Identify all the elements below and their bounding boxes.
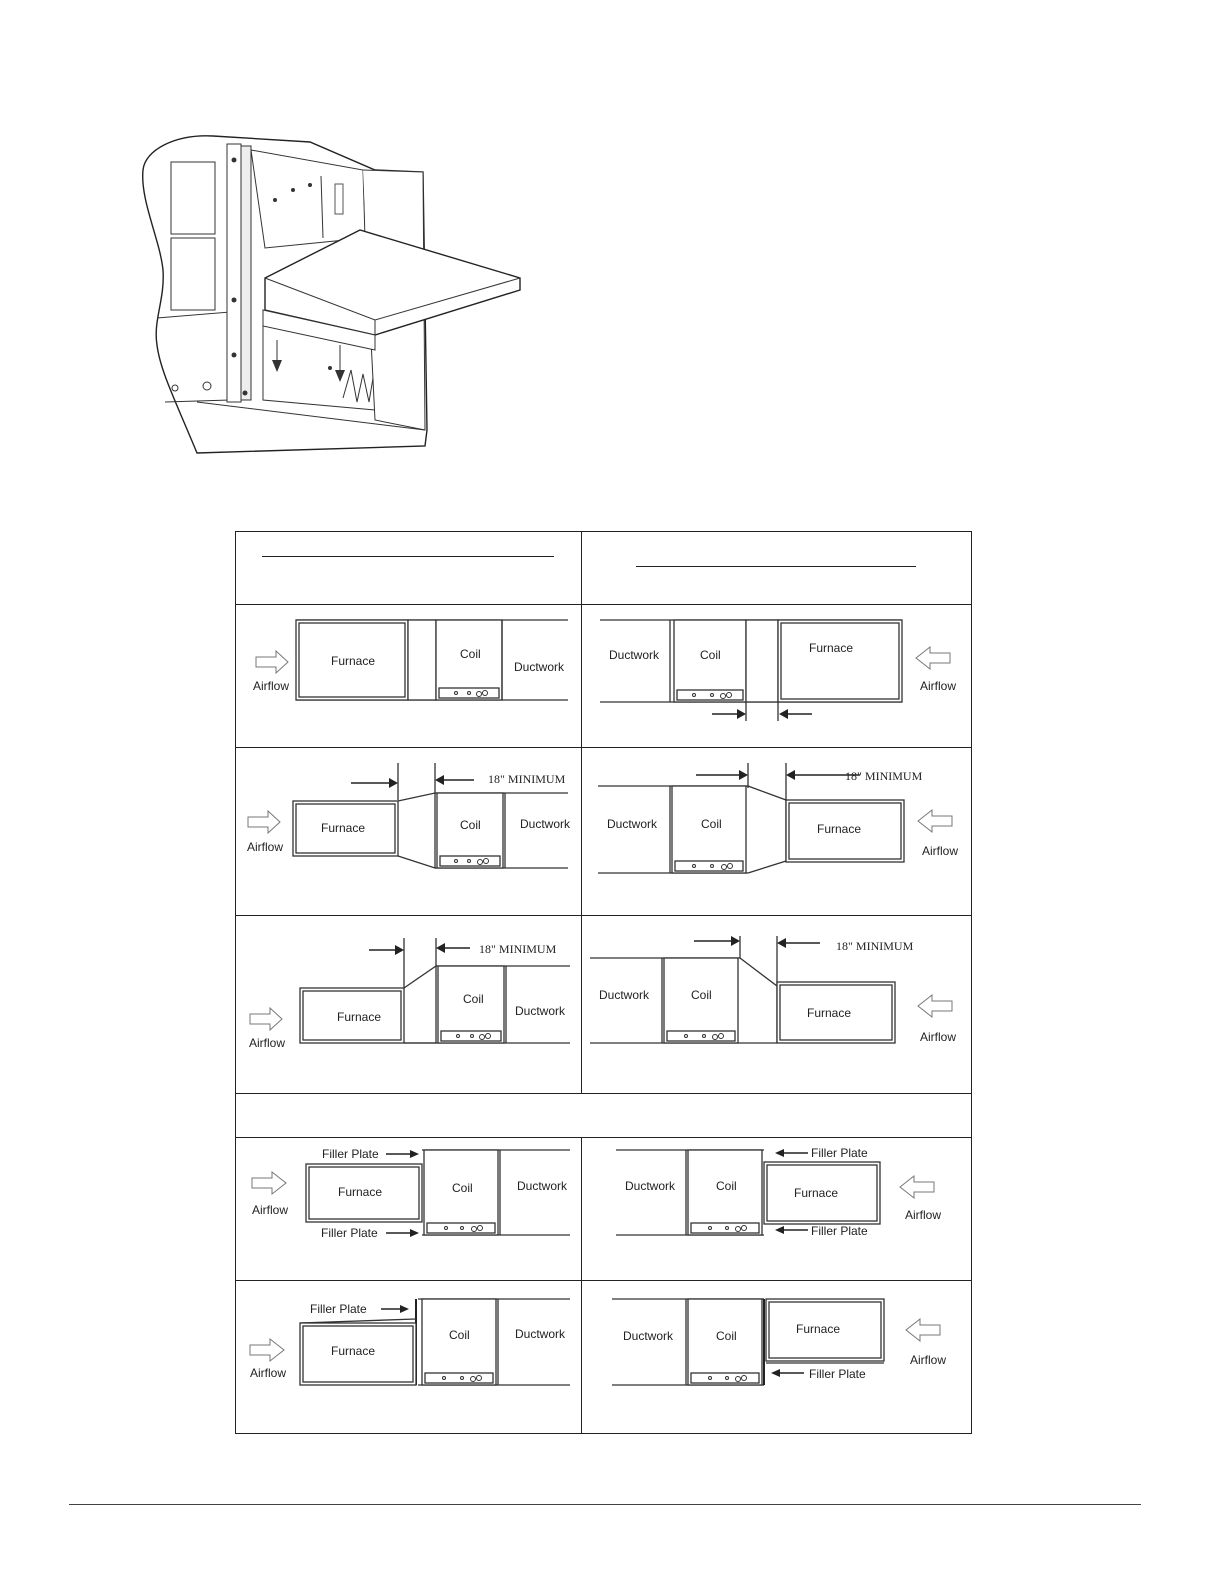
furnace-label: Furnace — [338, 1185, 383, 1199]
open-arrow-icon — [256, 651, 288, 673]
diagram-row1-right — [582, 605, 971, 747]
open-arrow-icon — [900, 1176, 934, 1198]
airflow-label: Airflow — [252, 1203, 289, 1217]
open-arrow-icon — [916, 647, 950, 669]
furnace-label: Furnace — [794, 1186, 839, 1200]
minimum-label: 18" MINIMUM — [845, 769, 923, 783]
airflow-label: Airflow — [920, 679, 957, 693]
ductwork-label: Ductwork — [623, 1329, 674, 1343]
open-arrow-icon — [252, 1172, 286, 1194]
ductwork-label: Ductwork — [517, 1179, 568, 1193]
filler-plate-label: Filler Plate — [811, 1146, 868, 1160]
filler-plate-label: Filler Plate — [310, 1302, 367, 1316]
open-arrow-icon — [248, 811, 280, 833]
arrow-icon — [775, 1226, 784, 1234]
footer-rule — [69, 1504, 1141, 1505]
arrow-icon — [777, 938, 786, 948]
ductwork-label: Ductwork — [599, 988, 650, 1002]
row-divider — [235, 1093, 972, 1094]
furnace-label: Furnace — [807, 1006, 852, 1020]
filler-plate-label: Filler Plate — [322, 1147, 379, 1161]
header-left-rule — [262, 556, 554, 557]
coil-label: Coil — [460, 818, 481, 832]
furnace-label: Furnace — [331, 654, 376, 668]
coil-label: Coil — [460, 647, 481, 661]
filler-plate-label: Filler Plate — [811, 1224, 868, 1238]
ductwork-label: Ductwork — [515, 1004, 566, 1018]
furnace-label: Furnace — [337, 1010, 382, 1024]
airflow-label: Airflow — [249, 1036, 286, 1050]
furnace-label: Furnace — [331, 1344, 376, 1358]
header-right-rule — [636, 566, 916, 567]
arrow-icon — [739, 770, 748, 780]
coil-label: Coil — [700, 648, 721, 662]
ductwork-label: Ductwork — [625, 1179, 676, 1193]
furnace-label: Furnace — [321, 821, 366, 835]
diagram-row1-left — [236, 605, 581, 747]
airflow-label: Airflow — [253, 679, 290, 693]
arrow-icon — [389, 778, 398, 788]
arrow-icon — [779, 709, 788, 719]
open-arrow-icon — [918, 995, 952, 1017]
open-arrow-icon — [250, 1339, 284, 1361]
airflow-label: Airflow — [247, 840, 284, 854]
ductwork-label: Ductwork — [520, 817, 571, 831]
arrow-icon — [737, 709, 746, 719]
airflow-label: Airflow — [910, 1353, 947, 1367]
arrow-icon — [410, 1229, 419, 1237]
unit-drain-pan-illustration — [135, 130, 535, 465]
furnace-label: Furnace — [796, 1322, 841, 1336]
arrow-icon — [410, 1150, 419, 1158]
coil-label: Coil — [716, 1179, 737, 1193]
minimum-label: 18" MINIMUM — [488, 772, 566, 786]
arrow-icon — [436, 943, 445, 953]
minimum-label: 18" MINIMUM — [836, 939, 914, 953]
ductwork-label: Ductwork — [609, 648, 660, 662]
filler-plate-label: Filler Plate — [321, 1226, 378, 1240]
coil-label: Coil — [463, 992, 484, 1006]
airflow-label: Airflow — [920, 1030, 957, 1044]
coil-label: Coil — [449, 1328, 470, 1342]
open-arrow-icon — [250, 1008, 282, 1030]
airflow-label: Airflow — [250, 1366, 287, 1380]
arrow-icon — [771, 1369, 780, 1377]
arrow-icon — [731, 936, 740, 946]
open-arrow-icon — [906, 1319, 940, 1341]
ductwork-label: Ductwork — [514, 660, 565, 674]
diagram-row5-left — [236, 1281, 581, 1434]
coil-label: Coil — [452, 1181, 473, 1195]
ductwork-label: Ductwork — [607, 817, 658, 831]
arrow-icon — [435, 775, 444, 785]
airflow-label: Airflow — [905, 1208, 942, 1222]
coil-label: Coil — [716, 1329, 737, 1343]
furnace-label: Furnace — [817, 822, 862, 836]
filler-plate-label: Filler Plate — [809, 1367, 866, 1381]
minimum-label: 18" MINIMUM — [479, 942, 557, 956]
arrow-icon — [786, 770, 795, 780]
arrow-icon — [400, 1305, 409, 1313]
coil-label: Coil — [701, 817, 722, 831]
open-arrow-icon — [918, 810, 952, 832]
ductwork-label: Ductwork — [515, 1327, 566, 1341]
arrow-icon — [395, 945, 404, 955]
airflow-label: Airflow — [922, 844, 959, 858]
furnace-label: Furnace — [809, 641, 854, 655]
arrow-icon — [775, 1149, 784, 1157]
coil-label: Coil — [691, 988, 712, 1002]
